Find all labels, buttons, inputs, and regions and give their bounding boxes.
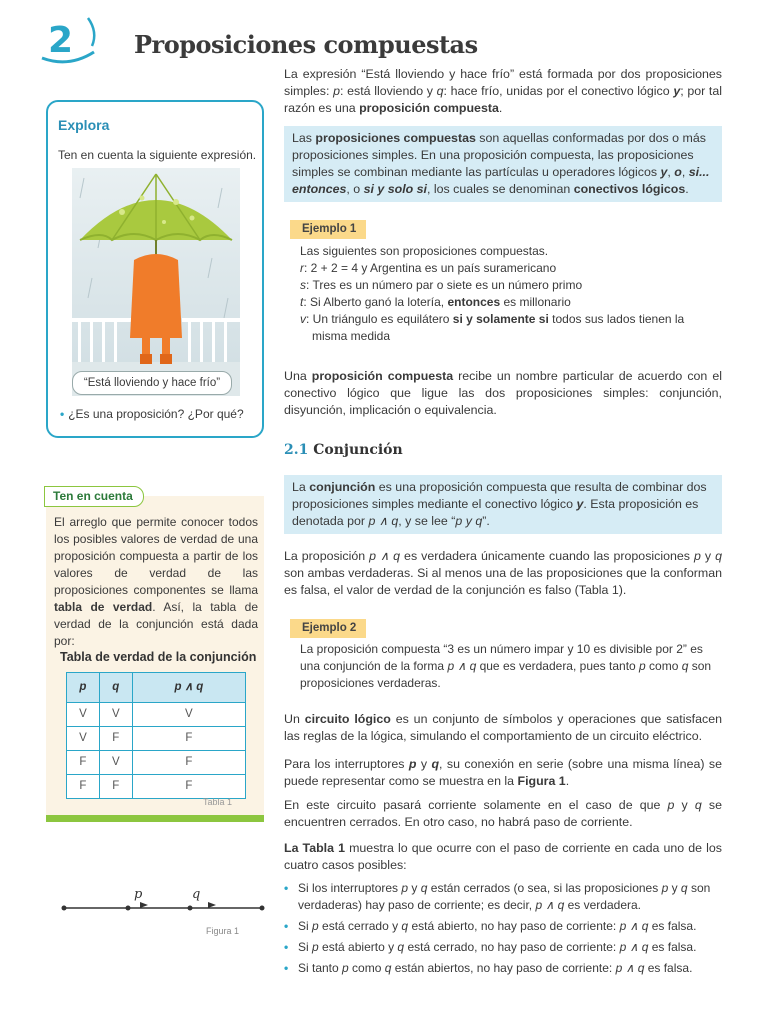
list-item xyxy=(284,939,722,956)
var: q xyxy=(680,881,688,895)
truth-table xyxy=(66,672,246,799)
table-cell: F xyxy=(67,751,100,775)
logic-circuit-paragraph xyxy=(284,711,722,745)
text: está cerrado y xyxy=(318,919,402,934)
formula: p ∧ q xyxy=(447,659,477,674)
table-row xyxy=(67,727,246,751)
conjunction-truth-paragraph xyxy=(284,548,722,599)
text: es millonario xyxy=(500,295,571,310)
section-number: 2.1 xyxy=(284,442,309,458)
umbrella-girl-illustration xyxy=(72,168,240,396)
section-heading xyxy=(284,441,403,461)
example-1-intro: Las siguientes son proposiciones compuestas. xyxy=(300,244,549,258)
bullet-icon: • xyxy=(60,407,65,421)
text: están abiertos, no hay paso de corriente: xyxy=(391,961,616,976)
var: p xyxy=(312,940,319,955)
table-cell: F xyxy=(132,751,245,775)
formula: p y q xyxy=(455,514,483,529)
formula: p ∧ q xyxy=(369,549,401,563)
list-item xyxy=(284,880,722,914)
formula: p ∧ q xyxy=(615,961,645,976)
text: En este circuito pasará corriente solamente en el caso de que xyxy=(284,798,668,812)
text: : Tres es un número par o siete es un número primo xyxy=(306,278,583,293)
formula: p ∧ q xyxy=(619,940,649,955)
var: p xyxy=(661,881,669,895)
bold-term: conjunción xyxy=(309,480,376,494)
var: q xyxy=(401,919,409,934)
var: q xyxy=(715,549,722,563)
text: El arreglo que permite conocer todos los posibles valores de verdad de una proposición compuesta a partir de los valores de verdad de las proposiciones componentes se llama xyxy=(54,515,258,598)
page-title: Proposiciones compuestas xyxy=(134,30,478,59)
text: La proposición xyxy=(284,549,370,563)
text: , y se lee “ xyxy=(398,514,456,529)
text: y xyxy=(408,881,421,895)
text: Para los interruptores xyxy=(284,757,409,771)
connectives-paragraph xyxy=(284,368,722,419)
table-cell: V xyxy=(99,751,132,775)
text: . xyxy=(685,182,689,197)
text: como xyxy=(348,961,385,976)
bold-term: conectivos lógicos xyxy=(573,182,686,197)
text: La expresión “Está lloviendo y hace frío” está formada por dos proposiciones simples: xyxy=(284,67,722,99)
var: p xyxy=(333,84,341,99)
var: r xyxy=(300,261,304,276)
text: está abierto, no hay paso de corriente: xyxy=(408,919,620,934)
text: todos sus lados tienen la misma medida xyxy=(312,312,685,344)
var: p xyxy=(401,881,409,895)
text: y xyxy=(700,549,716,563)
text: es una proposición compuesta que resulta de combinar dos proposiciones simples mediante el conectivo lógico xyxy=(292,480,707,512)
explora-title: Explora xyxy=(58,117,110,133)
connective: y xyxy=(660,165,668,180)
text: La proposición compuesta “3 es un número impar y 10 es divisible por 2” es una conjunción de la forma xyxy=(300,642,703,674)
text: está cerrado, no hay paso de corriente: xyxy=(404,940,620,955)
table-label: Tabla 1 xyxy=(203,797,233,807)
connective: o xyxy=(674,165,682,180)
connective: si... entonces xyxy=(292,165,710,197)
var: q xyxy=(384,961,392,976)
var: q xyxy=(681,659,689,674)
connective: y xyxy=(673,84,681,99)
formula: p ∧ q xyxy=(535,898,565,913)
proposition-v xyxy=(300,311,722,345)
list-item xyxy=(284,918,722,935)
section-title: Conjunción xyxy=(313,442,403,458)
text: , los cuales se denominan xyxy=(426,182,574,197)
text: es verdadera únicamente cuando las proposiciones xyxy=(400,549,694,563)
connective: y xyxy=(576,497,584,512)
text: ”. xyxy=(482,514,490,529)
text: Un xyxy=(284,712,305,726)
text: : Un triángulo es equilátero xyxy=(306,312,453,327)
text: es falsa. xyxy=(648,940,697,955)
table-header: p xyxy=(67,673,100,703)
bold-term: entonces xyxy=(447,295,501,310)
table-cell: F xyxy=(67,775,100,799)
bold-term: Figura 1 xyxy=(517,774,566,789)
text: y xyxy=(668,881,681,895)
switch-p-label: p xyxy=(134,887,143,902)
explora-question-text: ¿Es una proposición? ¿Por qué? xyxy=(68,407,244,421)
text: son verdaderas) hay paso de corriente; es decir, xyxy=(298,881,711,913)
table-cell: V xyxy=(67,703,100,727)
text: . Así, la tabla de verdad de la conjunción está dada por: xyxy=(54,600,259,649)
text: es verdadera. xyxy=(564,898,641,913)
formula: p ∧ q xyxy=(619,919,649,934)
figure-label: Figura 1 xyxy=(206,926,240,936)
bold-term: proposiciones compuestas xyxy=(315,131,476,145)
text: que es verdadera, pues tanto xyxy=(476,659,640,674)
text: : 2 + 2 = 4 y Argentina es un país suramericano xyxy=(304,261,557,276)
text: y xyxy=(416,757,432,771)
text: Las xyxy=(292,131,316,145)
bold-term: tabla de verdad xyxy=(54,600,153,615)
var: p xyxy=(408,757,417,771)
text: es falsa. xyxy=(644,961,693,976)
explora-box xyxy=(46,100,264,438)
text: Si xyxy=(298,940,313,955)
switch-q-label: q xyxy=(192,887,201,902)
text: , xyxy=(667,165,675,180)
text: . xyxy=(498,101,503,116)
bold-term: si y solamente si xyxy=(452,312,549,327)
table-row xyxy=(67,775,246,799)
table-cell: F xyxy=(99,727,132,751)
text: son ambas verdaderas. Si al menos una de las proposiciones que la conforman es falsa, el valor de verdad de la conjunción es falso (Tabla 1). xyxy=(284,566,722,598)
ten-en-cuenta-tab: Ten en cuenta xyxy=(44,486,144,507)
series-circuit-diagram xyxy=(58,884,268,918)
text: Si los interruptores xyxy=(298,881,402,895)
bold-term: La Tabla 1 xyxy=(284,841,345,855)
text: son proposiciones verdaderas. xyxy=(300,659,712,691)
proposition-s xyxy=(300,277,722,294)
example-1-content xyxy=(300,243,722,345)
text: es un conjunto de símbolos y operaciones que satisfacen las reglas de la lógica, simulando el comportamiento de un circuito eléctrico. xyxy=(284,712,722,744)
text: , su conexión en serie (sobre una misma línea) se puede representar como se muestra en la xyxy=(284,757,722,789)
bold-term: proposición compuesta xyxy=(359,101,499,116)
var: p xyxy=(693,549,701,563)
text: como xyxy=(645,659,682,674)
bold-term: proposición compuesta xyxy=(311,369,454,383)
var: s xyxy=(300,278,306,293)
table-cell: F xyxy=(132,727,245,751)
text: ; por tal razón es una xyxy=(284,84,722,116)
text: Si xyxy=(298,919,313,934)
text: La xyxy=(292,480,310,494)
var: q xyxy=(436,84,444,99)
example-2-content xyxy=(300,641,722,692)
bold-term: circuito lógico xyxy=(304,712,391,726)
var: q xyxy=(420,881,428,895)
table-cell: F xyxy=(99,775,132,799)
text: : está lloviendo y xyxy=(340,84,437,99)
table-cell: V xyxy=(99,703,132,727)
text: , xyxy=(681,165,689,180)
text: se encuentren cerrados. En otro caso, no habrá paso de corriente. xyxy=(284,798,722,830)
text: es falsa. xyxy=(648,919,697,934)
explora-caption: “Está lloviendo y hace frío” xyxy=(72,371,232,395)
table-header: p ∧ q xyxy=(132,673,245,703)
var: p xyxy=(667,798,675,812)
truth-table-title: Tabla de verdad de la conjunción xyxy=(60,650,257,664)
ten-en-cuenta-text xyxy=(54,514,258,650)
var: t xyxy=(300,295,304,310)
text: y xyxy=(674,798,695,812)
connective: si y solo si xyxy=(363,182,427,197)
intro-paragraph xyxy=(284,66,722,117)
explora-question xyxy=(60,406,244,423)
text: Si tanto xyxy=(298,961,343,976)
cases-list xyxy=(284,880,722,981)
example-1-label: Ejemplo 1 xyxy=(290,220,366,239)
var: q xyxy=(431,757,440,771)
example-2-label: Ejemplo 2 xyxy=(290,619,366,638)
table-cell: F xyxy=(132,775,245,799)
text: , o xyxy=(346,182,364,197)
proposition-t xyxy=(300,294,722,311)
formula: p ∧ q xyxy=(368,514,399,529)
text: recibe un nombre particular de acuerdo con el conectivo lógico que ligue las dos proposiciones simples: conjunción, disyunción, implicación o equivalencia. xyxy=(284,369,722,418)
var: p xyxy=(342,961,349,976)
series-connection-paragraph xyxy=(284,756,722,790)
current-paragraph xyxy=(284,797,722,831)
text: : Si Alberto ganó la lotería, xyxy=(303,295,448,310)
text: : hace frío, unidas por el conectivo lógico xyxy=(443,84,674,99)
table-row xyxy=(67,751,246,775)
text: . Esta proposición es denotada por xyxy=(292,497,699,529)
var: v xyxy=(300,312,306,327)
text: Una xyxy=(284,369,312,383)
explora-instruction: Ten en cuenta la siguiente expresión. xyxy=(58,148,257,162)
text: . xyxy=(565,774,570,789)
text: son aquellas conformadas por dos o más proposiciones simples. En una proposición compuesta, las proposiciones simples se combinan mediante las partículas u operadores lógicos xyxy=(292,131,706,180)
table-row xyxy=(67,703,246,727)
text: muestra lo que ocurre con el paso de corriente en cada uno de los cuatro casos posibles: xyxy=(284,841,722,873)
proposition-r xyxy=(300,260,722,277)
chapter-number: 2 xyxy=(48,20,74,61)
text: está abierto y xyxy=(318,940,398,955)
table-header: q xyxy=(99,673,132,703)
definition-box xyxy=(284,126,722,202)
chapter-badge xyxy=(36,14,102,66)
list-item xyxy=(284,960,722,977)
var: q xyxy=(694,798,702,812)
table-explanation-paragraph xyxy=(284,840,722,874)
conjunction-definition-box xyxy=(284,475,722,534)
var: q xyxy=(397,940,405,955)
table-cell: V xyxy=(132,703,245,727)
var: p xyxy=(312,919,319,934)
var: p xyxy=(639,659,646,674)
table-cell: V xyxy=(67,727,100,751)
text: están cerrados (o sea, si las proposiciones xyxy=(427,881,662,895)
